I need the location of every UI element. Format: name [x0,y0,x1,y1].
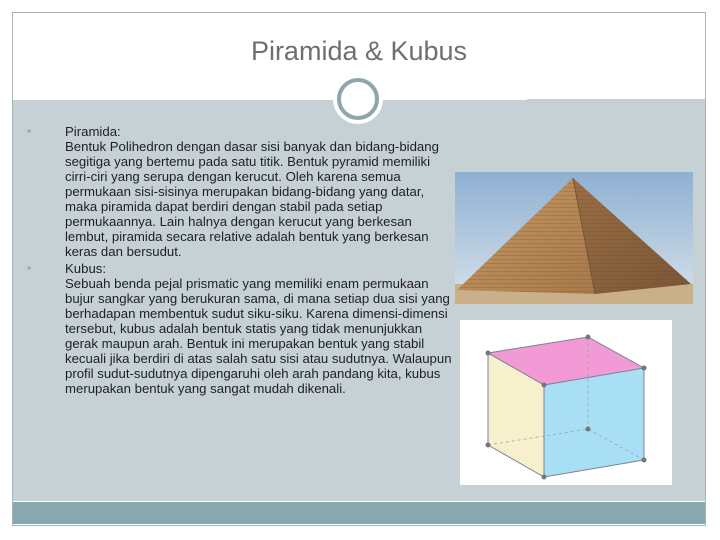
cube-image [460,320,672,485]
bullet-icon: • [27,124,32,138]
list-item-piramida [25,124,455,259]
circle-ornament-icon [337,78,379,120]
bullet-icon: • [27,261,32,275]
bottom-bar [13,502,705,524]
pyramid-image [455,172,693,304]
item-body: Bentuk Polihedron dengan dasar sisi banyak dan bidang-bidang segitiga yang bertemu pada satu titik. Bentuk pyramid memiliki cirri-ciri yang serupa dengan kerucut. Oleh karena semua permukaan sisi-sisinya merupakan bidang-bidang yang datar, maka piramida dapat berdiri dengan stabil pada setiap permukaannya. Lain halnya dengan kerucut yang berkesan lembut, piramida secara relative adalah bentuk yang berkesan keras dan bersudut. [65,139,439,259]
divider-left [13,99,333,100]
item-heading: Piramida: [65,124,121,139]
divider-right [383,99,527,100]
text-block [25,124,455,396]
list-item-kubus [25,261,455,396]
slide-title: Piramida & Kubus [250,36,468,66]
item-body: Sebuah benda pejal prismatic yang memiliki enam permukaan bujur sangkar yang berukuran sama, di mana setiap dua sisi yang berhadapan membentuk sudut siku-siku. Karena dimensi-dimensi tersebut, kubus adalah bentuk statis yang tidak menunjukkan gerak maupun arah. Bentuk ini merupakan bentuk yang stabil kecuali jika berdiri di atas salah satu sisi atau sudutnya. Walaupun profil sudut-sudutnya dipengaruhi oleh arah pandang kita, kubus merupakan bentuk yang sangat mudah dikenali. [65,276,452,396]
item-heading: Kubus: [65,261,107,276]
